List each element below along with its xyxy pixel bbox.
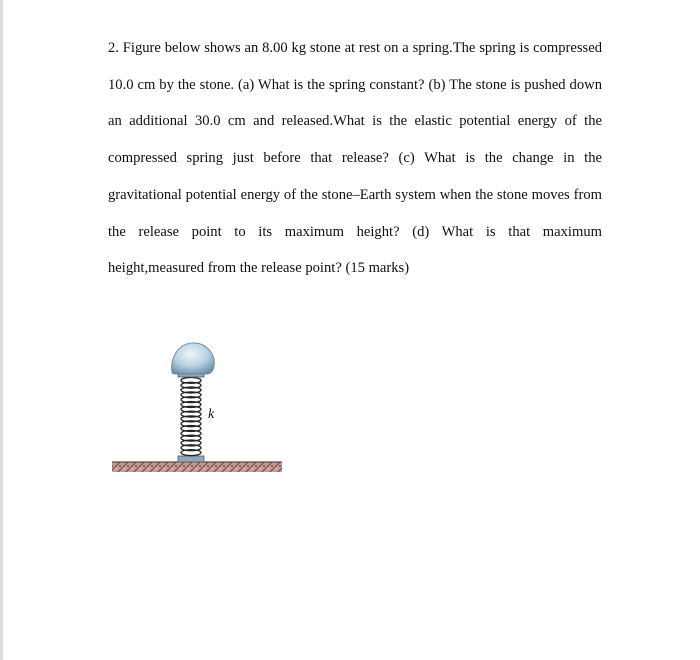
stone-spring-figure xyxy=(110,336,290,481)
problem-text: 2. Figure below shows an 8.00 kg stone at rest on a spring.The spring is compressed 10.0 cm by the stone. (a) What is the spring constant? (b) The stone is pushed down an additional 30.0 cm and released.What is the elastic potential energy of the compressed spring just before that release? (c) What is the change in the gravitational potential energy of the stone–Earth system when the stone moves from the release point to its maximum height? (d) What is that maximum height,measured from the release point? (15 marks) xyxy=(108,40,602,277)
spring-base xyxy=(178,456,204,462)
ground xyxy=(112,462,282,472)
spring-constant-label: k xyxy=(208,407,215,422)
stone xyxy=(172,343,215,374)
spring xyxy=(181,377,201,455)
page-left-border xyxy=(0,0,3,660)
figure-drawing xyxy=(110,336,290,481)
